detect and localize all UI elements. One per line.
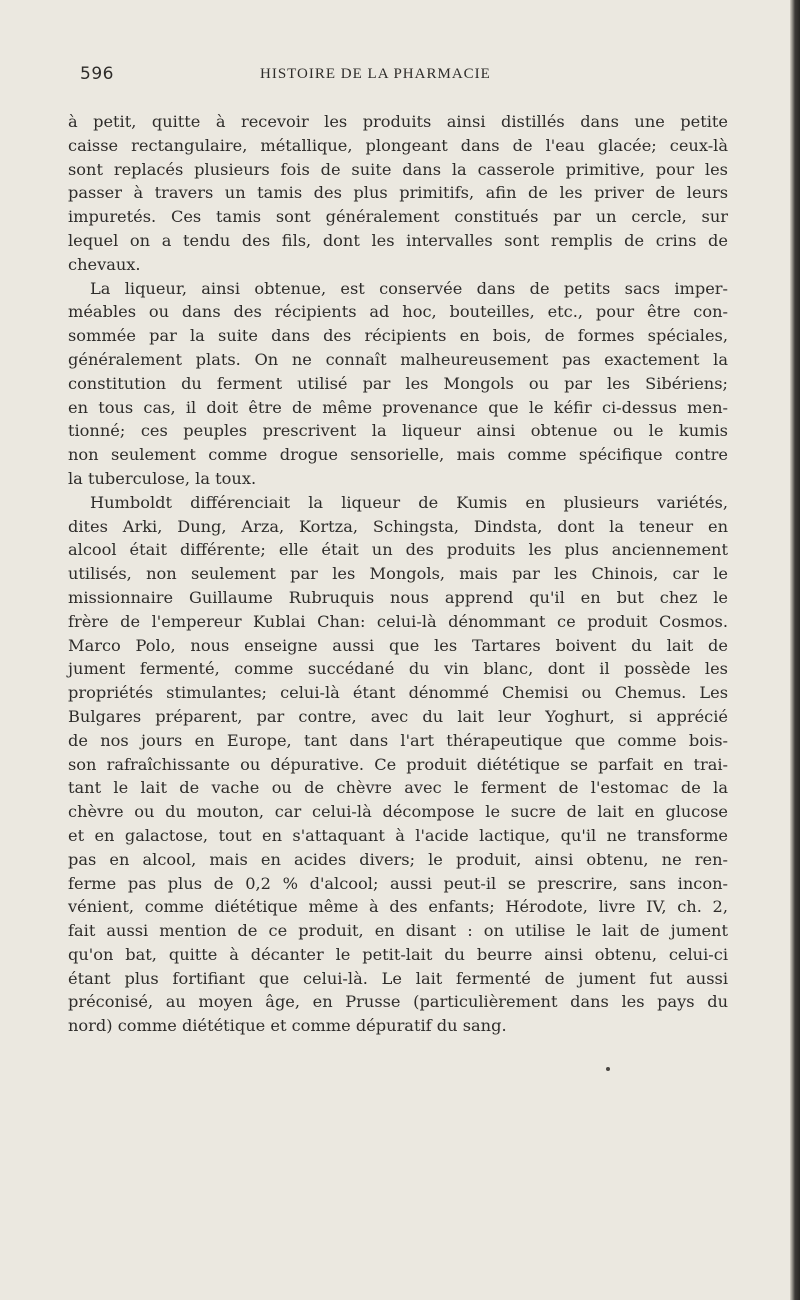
text-line: généralement plats. On ne connaît malheureusement pas exactement la <box>68 349 728 369</box>
text-line: son rafraîchissante ou dépurative. Ce produit diététique se parfait en trai- <box>68 754 728 774</box>
text-line: missionnaire Guillaume Rubruquis nous apprend qu'il en but chez le <box>68 587 728 607</box>
paragraph <box>68 110 728 277</box>
text-line: Humboldt différenciait la liqueur de Kumis en plusieurs variétés, <box>90 492 728 512</box>
text-line: étant plus fortifiant que celui-là. Le lait fermenté de jument fut aussi <box>68 968 728 988</box>
text-line: impuretés. Ces tamis sont généralement constitués par un cercle, sur <box>68 207 728 227</box>
text-line: chèvre ou du mouton, car celui-là décompose le sucre de lait en glucose <box>68 802 728 822</box>
text-line: non seulement comme drogue sensorielle, mais comme spécifique contre <box>68 445 728 465</box>
text-line: sont replacés plusieurs fois de suite dans la casserole primitive, pour les <box>68 159 728 179</box>
text-line: caisse rectangulaire, métallique, plongeant dans de l'eau glacée; ceux-là <box>68 135 728 155</box>
text-line: vénient, comme diététique même à des enfants; Hérodote, livre IV, ch. 2, <box>68 897 728 917</box>
text-line: dites Arki, Dung, Arza, Kortza, Schingsta, Dindsta, dont la teneur en <box>68 516 728 536</box>
text-line: de nos jours en Europe, tant dans l'art thérapeutique que comme bois- <box>68 730 728 750</box>
text-line: et en galactose, tout en s'attaquant à l'acide lactique, qu'il ne transforme <box>68 825 728 845</box>
text-line: fait aussi mention de ce produit, en disant : on utilise le lait de jument <box>68 921 728 941</box>
text-line: tant le lait de vache ou de chèvre avec le ferment de l'estomac de la <box>68 778 728 798</box>
text-line: en tous cas, il doit être de même provenance que le kéfir ci-dessus men- <box>68 397 728 417</box>
text-line: constitution du ferment utilisé par les Mongols ou par les Sibériens; <box>68 373 728 393</box>
text-line: Bulgares préparent, par contre, avec du lait leur Yoghurt, si apprécié <box>68 706 728 726</box>
text-line: qu'on bat, quitte à décanter le petit-lait du beurre ainsi obtenu, celui-ci <box>68 944 728 964</box>
text-line: frère de l'empereur Kublai Chan: celui-là dénommant ce produit Cosmos. <box>68 611 728 631</box>
running-head <box>80 64 720 90</box>
text-line: alcool était différente; elle était un des produits les plus anciennement <box>68 540 728 560</box>
text-line: lequel on a tendu des fils, dont les intervalles sont remplis de crins de <box>68 230 728 250</box>
text-line: pas en alcool, mais en acides divers; le produit, ainsi obtenu, ne ren- <box>68 849 728 869</box>
text-line: propriétés stimulantes; celui-là étant dénommé Chemisi ou Chemus. Les <box>68 683 728 703</box>
text-line: la tuberculose, la toux. <box>68 468 257 488</box>
text-line: jument fermenté, comme succédané du vin blanc, dont il possède les <box>68 659 728 679</box>
running-title: HISTOIRE DE LA PHARMACIE <box>260 66 491 82</box>
ink-speck <box>606 1067 610 1071</box>
text-line: passer à travers un tamis des plus primitifs, afin de les priver de leurs <box>68 183 728 203</box>
text-line: utilisés, non seulement par les Mongols, mais par les Chinois, car le <box>68 564 728 584</box>
text-line: tionné; ces peuples prescrivent la liqueur ainsi obtenue ou le kumis <box>68 421 728 441</box>
text-line: méables ou dans des récipients ad hoc, bouteilles, etc., pour être con- <box>68 302 728 322</box>
text-line: nord) comme diététique et comme dépuratif du sang. <box>68 1016 507 1036</box>
text-line: chevaux. <box>68 254 141 274</box>
text-line: sommée par la suite dans des récipients en bois, de formes spéciales, <box>68 326 728 346</box>
text-line: préconisé, au moyen âge, en Prusse (particulièrement dans les pays du <box>68 992 728 1012</box>
text-line: Marco Polo, nous enseigne aussi que les Tartares boivent du lait de <box>68 635 728 655</box>
text-line: La liqueur, ainsi obtenue, est conservée dans de petits sacs imper- <box>90 278 728 298</box>
page-edge <box>790 0 800 1300</box>
paragraph <box>68 491 728 1038</box>
paragraph <box>68 277 728 491</box>
text-line: ferme pas plus de 0,2 % d'alcool; aussi peut-il se prescrire, sans incon- <box>68 873 728 893</box>
page-number: 596 <box>80 64 114 84</box>
body-text <box>68 110 728 1038</box>
text-line: à petit, quitte à recevoir les produits ainsi distillés dans une petite <box>68 112 728 131</box>
